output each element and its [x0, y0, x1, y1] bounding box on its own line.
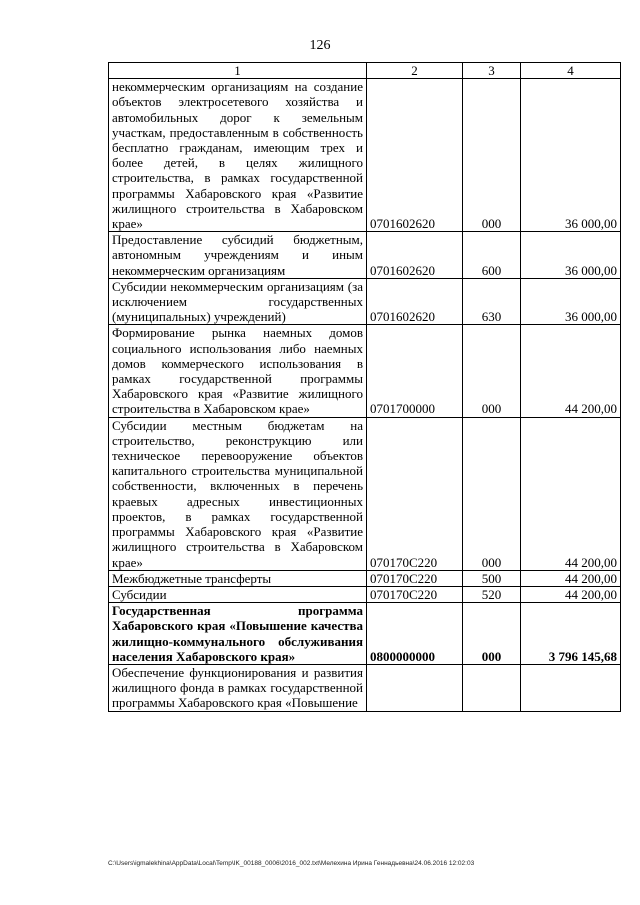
table-row	[109, 570, 621, 586]
table-row	[109, 664, 621, 711]
row-description: Межбюджетные трансферты	[109, 570, 367, 586]
row-amount: 44 200,00	[521, 325, 621, 417]
row-description: Обеспечение функционирования и развития жилищного фонда в рамках государственной программы Хабаровского края «Повышение	[109, 664, 367, 711]
row-expense-type: 000	[463, 79, 521, 232]
header-col-2: 2	[367, 63, 463, 79]
row-expense-type	[463, 664, 521, 711]
header-col-4: 4	[521, 63, 621, 79]
row-expense-type: 000	[463, 325, 521, 417]
header-col-1: 1	[109, 63, 367, 79]
row-target-code: 0701602620	[367, 278, 463, 325]
row-target-code: 070170С220	[367, 417, 463, 570]
row-amount: 44 200,00	[521, 570, 621, 586]
row-description: Субсидии	[109, 586, 367, 602]
row-amount: 44 200,00	[521, 417, 621, 570]
row-amount: 44 200,00	[521, 586, 621, 602]
row-target-code: 070170С220	[367, 570, 463, 586]
table-row	[109, 325, 621, 417]
row-amount: 36 000,00	[521, 278, 621, 325]
row-description: Формирование рынка наемных домов социального использования либо наемных домов коммерческого использования в рамках государственной программы Хабаровского края «Развитие жилищного строительства в Хабаровском крае»	[109, 325, 367, 417]
budget-table	[108, 62, 621, 712]
row-amount	[521, 664, 621, 711]
table-row-program-total	[109, 603, 621, 665]
header-row	[109, 63, 621, 79]
row-expense-type: 630	[463, 278, 521, 325]
page-number: 126	[309, 38, 331, 53]
table-row	[109, 586, 621, 602]
document-footer-path: C:\Users\igmalekhina\AppData\Local\Temp\IK_00188_0006\2016_002.txt\Мелехина Ирина Геннадьевна\24.06.2016 12:02:03	[108, 860, 475, 867]
row-description: Субсидии местным бюджетам на строительство, реконструкцию или техническое перевооружение объектов капитального строительства муниципальной собственности, включенных в перечень краевых адресных инвестиционных проектов, в рамках государственной программы Хабаровского края «Развитие жилищного строительства в Хабаровском крае»	[109, 417, 367, 570]
table-row	[109, 278, 621, 325]
header-col-3: 3	[463, 63, 521, 79]
table-row	[109, 232, 621, 279]
row-expense-type: 000	[463, 417, 521, 570]
row-target-code: 0701700000	[367, 325, 463, 417]
row-expense-type: 520	[463, 586, 521, 602]
row-expense-type: 000	[463, 603, 521, 665]
row-description: некоммерческим организациям на создание объектов электросетевого хозяйства и автомобильных дорог к земельным участкам, предоставленным в собственность бесплатно гражданам, имеющим трех и более детей, в целях жилищного строительства, в рамках государственной программы Хабаровского края «Развитие жилищного строительства в Хабаровском крае»	[109, 79, 367, 232]
row-amount: 36 000,00	[521, 232, 621, 279]
row-description: Предоставление субсидий бюджетным, автономным учреждениям и иным некоммерческим организациям	[109, 232, 367, 279]
row-target-code: 0701602620	[367, 79, 463, 232]
row-target-code	[367, 664, 463, 711]
row-description: Субсидии некоммерческим организациям (за исключением государственных (муниципальных) учреждений)	[109, 278, 367, 325]
table-row	[109, 79, 621, 232]
row-expense-type: 600	[463, 232, 521, 279]
row-description: Государственная программа Хабаровского края «Повышение качества жилищно-коммунального обслуживания населения Хабаровского края»	[109, 603, 367, 665]
row-target-code: 0800000000	[367, 603, 463, 665]
row-amount: 3 796 145,68	[521, 603, 621, 665]
table-row	[109, 417, 621, 570]
row-expense-type: 500	[463, 570, 521, 586]
row-target-code: 070170С220	[367, 586, 463, 602]
row-target-code: 0701602620	[367, 232, 463, 279]
row-amount: 36 000,00	[521, 79, 621, 232]
